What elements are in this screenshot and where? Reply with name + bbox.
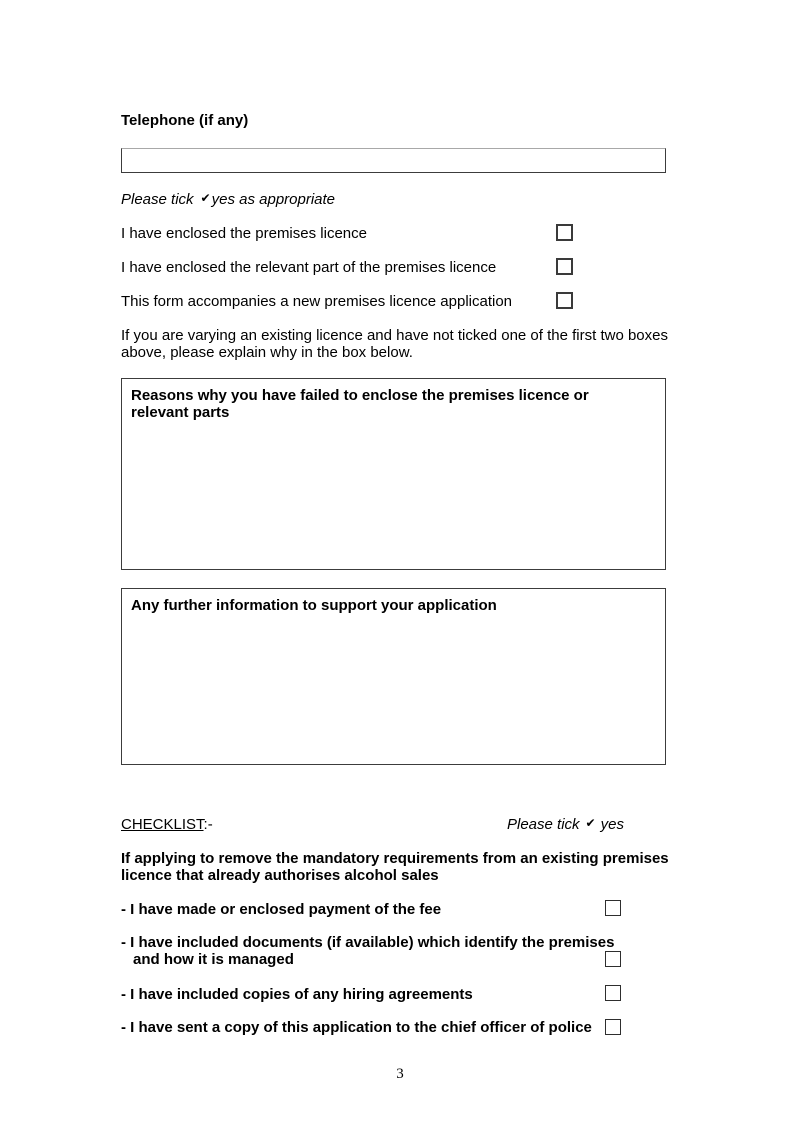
- option-enclosed-relevant-part-label: I have enclosed the relevant part of the premises licence: [121, 259, 497, 276]
- varying-explanation-note: If you are varying an existing licence and have not ticked one of the first two boxes above, please explain why in the box below.: [121, 327, 668, 361]
- checklist-title-text: CHECKLIST: [121, 816, 204, 833]
- checklist-tick-instruction: [507, 816, 624, 834]
- checklist-item-fee-label: - I have made or enclosed payment of the fee: [121, 901, 442, 918]
- checklist-item-police-copy-checkbox[interactable]: [605, 1019, 621, 1035]
- option-enclosed-licence-checkbox[interactable]: [556, 224, 573, 241]
- telephone-label: Telephone (if any): [121, 112, 249, 129]
- checklist-item-hiring-agreements-label: - I have included copies of any hiring agreements: [121, 986, 473, 1003]
- checklist-item-documents-checkbox[interactable]: [605, 951, 621, 967]
- checklist-item-police-copy-label: - I have sent a copy of this application to the chief officer of police: [121, 1019, 592, 1036]
- checklist-intro: If applying to remove the mandatory requirements from an existing premises licence that already authorises alcohol sales: [121, 850, 669, 884]
- further-information-heading: Any further information to support your application: [131, 597, 497, 614]
- checklist-title-suffix: :-: [203, 816, 213, 833]
- reasons-textarea-heading: Reasons why you have failed to enclose the premises licence or relevant parts: [131, 387, 589, 421]
- checklist-item-documents-label-line2: and how it is managed: [133, 951, 294, 968]
- checklist-tick-prefix: Please tick: [507, 816, 580, 833]
- telephone-input[interactable]: [121, 148, 666, 173]
- checklist-tick-suffix: yes: [600, 816, 624, 833]
- option-relevant-part-checkbox[interactable]: [556, 258, 573, 275]
- option-new-application-label: This form accompanies a new premises licence application: [121, 293, 513, 310]
- further-information-textarea[interactable]: [121, 588, 666, 765]
- tick-instruction-suffix: yes as appropriate: [211, 191, 336, 208]
- reasons-textarea[interactable]: [121, 378, 666, 570]
- checklist-tick-icon: ✔: [585, 816, 596, 830]
- option-enclosed-licence-label: I have enclosed the premises licence: [121, 225, 367, 242]
- tick-instruction-prefix: Please tick: [121, 191, 194, 208]
- checklist-item-documents-label-line1: - I have included documents (if available) which identify the premises: [121, 934, 615, 951]
- tick-instruction: [121, 191, 335, 209]
- option-new-application-checkbox[interactable]: [556, 292, 573, 309]
- checklist-title: [121, 816, 213, 833]
- tick-icon: ✔: [200, 191, 211, 205]
- checklist-item-hiring-agreements-checkbox[interactable]: [605, 985, 621, 1001]
- checklist-item-fee-checkbox[interactable]: [605, 900, 621, 916]
- page-number: 3: [396, 1066, 404, 1082]
